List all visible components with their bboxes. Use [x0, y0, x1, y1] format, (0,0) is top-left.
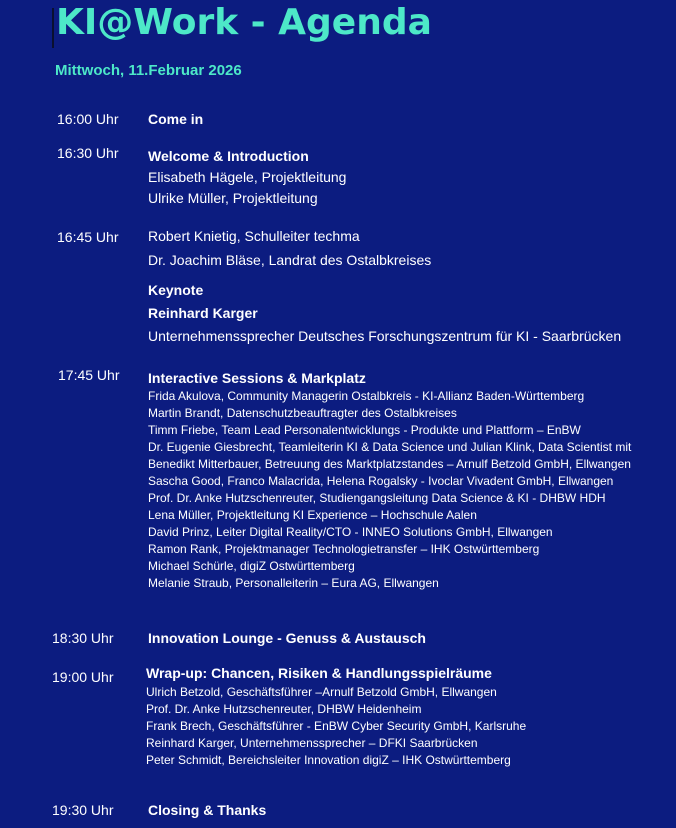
greetings-speakers [148, 226, 431, 271]
time-greetings: 16:45 Uhr [57, 229, 119, 245]
time-lounge: 18:30 Uhr [52, 630, 114, 646]
participant-line: David Prinz, Leiter Digital Reality/CTO - INNEO Solutions GmbH, Ellwangen [148, 525, 553, 539]
participant-line: Timm Friebe, Team Lead Personalentwicklungs - Produkte und Plattform – EnBW [148, 423, 581, 437]
participant-line: Reinhard Karger, Unternehmenssprecher – DFKI Saarbrücken [146, 736, 478, 750]
participant-line: Prof. Dr. Anke Hutzschenreuter, Studiengangsleitung Data Science & KI - DHBW HDH [148, 491, 606, 505]
participant-line: Frida Akulova, Community Managerin Ostalbkreis - KI-Allianz Baden-Württemberg [148, 389, 585, 403]
time-closing: 19:30 Uhr [52, 802, 114, 818]
time-wrapup: 19:00 Uhr [52, 669, 114, 685]
participant-line: Lena Müller, Projektleitung KI Experience – Hochschule Aalen [148, 508, 477, 522]
participant-line: Dr. Eugenie Giesbrecht, Teamleiterin KI & Data Science und Julian Klink, Data Scientist mit [148, 440, 632, 454]
speaker-line: Robert Knietig, Schulleiter techma [148, 228, 360, 244]
speaker-line: Ulrike Müller, Projektleitung [148, 190, 318, 206]
keynote-speaker: Reinhard Karger [148, 305, 258, 321]
participant-line: Benedikt Mitterbauer, Betreuung des Marktplatzstandes – Arnulf Betzold GmbH, Ellwangen [148, 457, 631, 471]
participant-line: Peter Schmidt, Bereichsleiter Innovation digiZ – IHK Ostwürttemberg [146, 753, 511, 767]
participant-line: Ramon Rank, Projektmanager Technologietransfer – IHK Ostwürttemberg [148, 542, 540, 556]
text-cursor [52, 8, 54, 48]
participant-line: Sascha Good, Franco Malacrida, Helena Rogalsky - Ivoclar Vivadent GmbH, Ellwangen [148, 474, 614, 488]
title-wrapup: Wrap-up: Chancen, Risiken & Handlungsspielräume [146, 665, 492, 681]
speaker-line: Dr. Joachim Bläse, Landrat des Ostalbkreises [148, 252, 432, 268]
title-welcome: Welcome & Introduction [148, 148, 309, 164]
keynote-role: Unternehmenssprecher Deutsches Forschungszentrum für KI - Saarbrücken [148, 328, 622, 344]
participant-line: Ulrich Betzold, Geschäftsführer –Arnulf Betzold GmbH, Ellwangen [146, 685, 497, 699]
participant-line: Michael Schürle, digiZ Ostwürttemberg [148, 559, 355, 573]
welcome-speakers [148, 167, 346, 209]
time-welcome: 16:30 Uhr [57, 145, 119, 161]
wrapup-participants [146, 684, 526, 769]
title-come-in: Come in [148, 111, 204, 127]
time-sessions: 17:45 Uhr [58, 367, 120, 383]
sessions-participants [148, 388, 631, 592]
title-closing: Closing & Thanks [148, 802, 267, 818]
participant-line: Melanie Straub, Personalleiterin – Eura AG, Ellwangen [148, 576, 439, 590]
time-come-in: 16:00 Uhr [57, 111, 119, 127]
page-title: KI@Work - Agenda [56, 2, 432, 43]
participant-line: Frank Brech, Geschäftsführer - EnBW Cyber Security GmbH, Karlsruhe [146, 719, 527, 733]
speaker-line: Elisabeth Hägele, Projektleitung [148, 169, 347, 185]
keynote-label: Keynote [148, 282, 204, 298]
participant-line: Prof. Dr. Anke Hutzschenreuter, DHBW Heidenheim [146, 702, 422, 716]
title-lounge: Innovation Lounge - Genuss & Austausch [148, 630, 426, 646]
event-date: Mittwoch, 11.Februar 2026 [55, 62, 242, 79]
participant-line: Martin Brandt, Datenschutzbeauftragter des Ostalbkreises [148, 406, 457, 420]
title-sessions: Interactive Sessions & Markplatz [148, 370, 366, 386]
